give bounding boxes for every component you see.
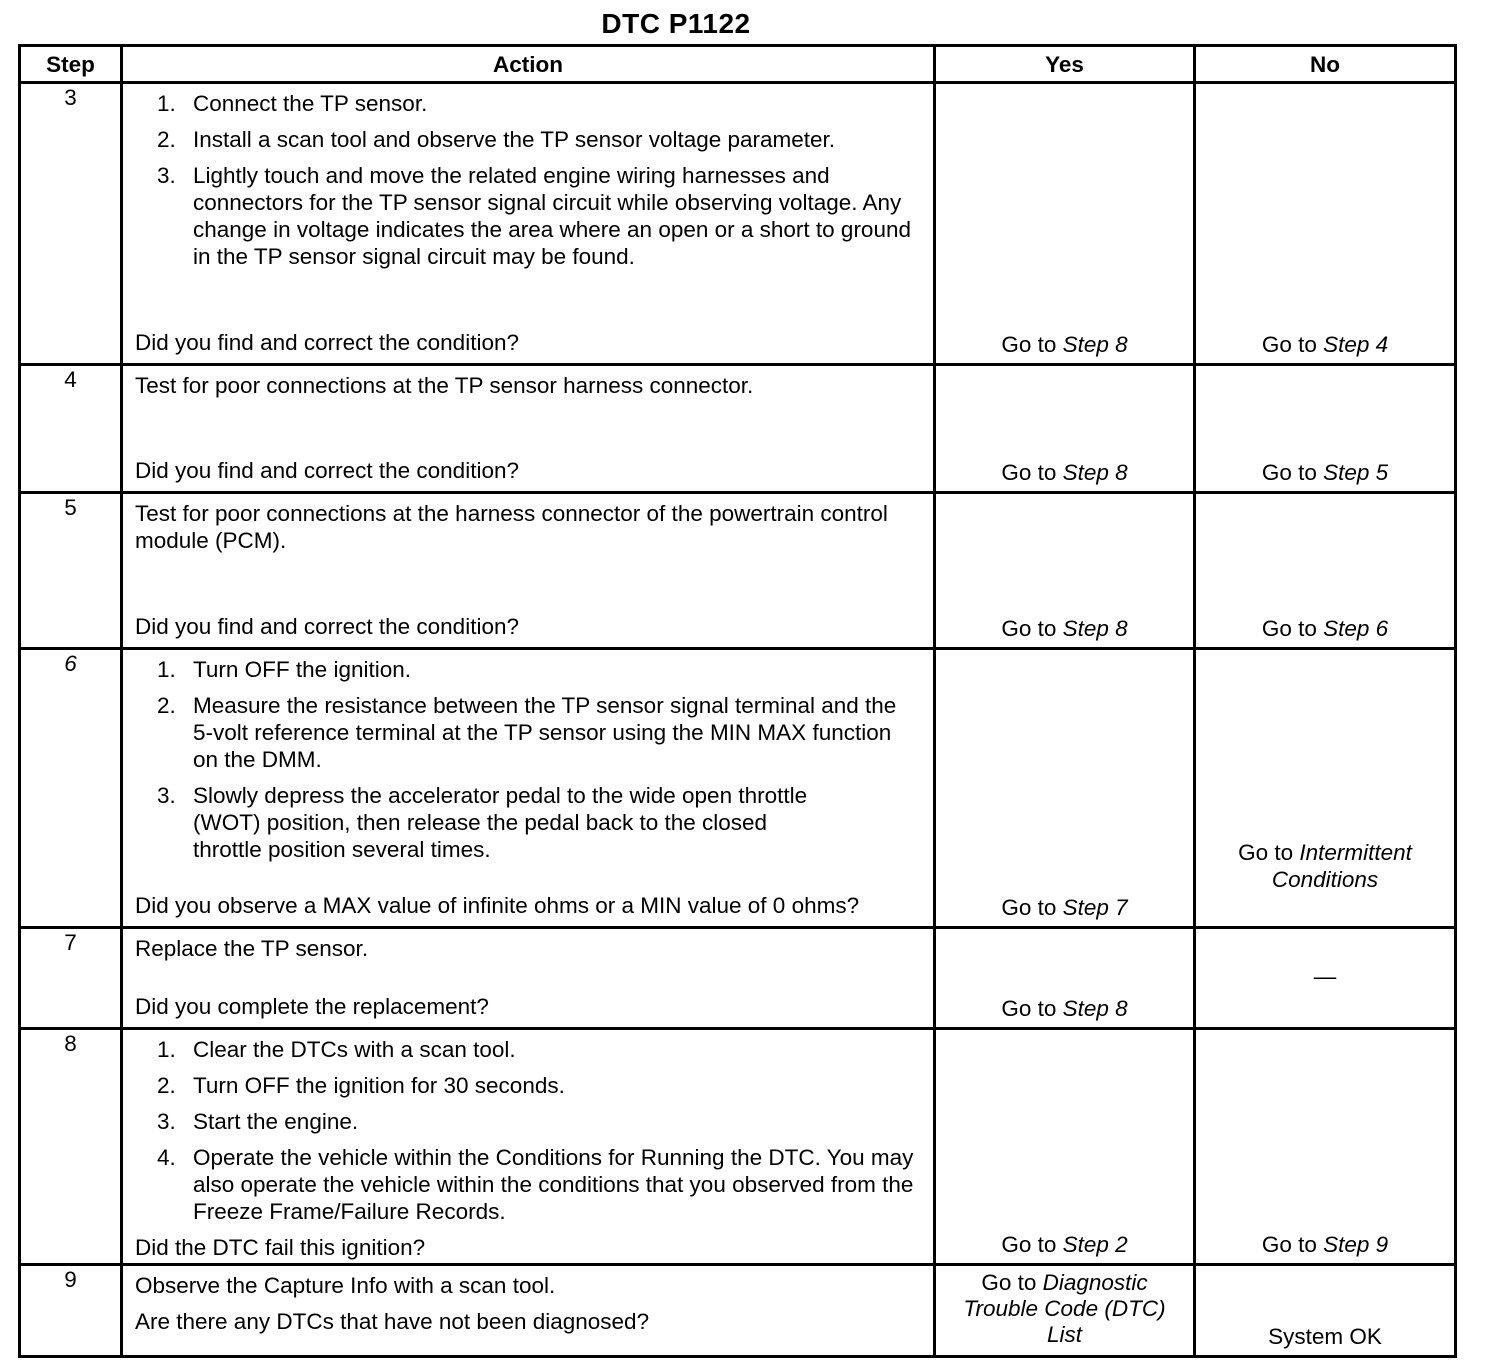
action-cell: [122, 649, 935, 928]
action-cell: [122, 928, 935, 1029]
question-text: Are there any DTCs that have not been diagnosed?: [135, 1309, 650, 1334]
list-item: 2. Install a scan tool and observe the TP sensor voltage parameter.: [157, 127, 836, 152]
no-cell: [1195, 493, 1456, 649]
yes-cell: [935, 928, 1195, 1029]
yes-outcome[interactable]: Go to Step 8: [1001, 996, 1128, 1021]
yes-outcome[interactable]: Go to Step 8: [1001, 616, 1128, 641]
action-cell: [122, 1029, 935, 1265]
table-row: [20, 83, 1456, 365]
question-text: Did you find and correct the condition?: [135, 614, 519, 639]
table-row: [20, 649, 1456, 928]
list-item: 3. Slowly depress the accelerator pedal to the wide open throttle (WOT) position, then release the pedal back to the closed throttle position several times.: [157, 783, 808, 862]
action-text: Observe the Capture Info with a scan tool.: [135, 1273, 556, 1298]
list-item: 1. Clear the DTCs with a scan tool.: [157, 1037, 516, 1062]
step-number: 6: [20, 649, 122, 928]
question-text: Did you observe a MAX value of infinite ohms or a MIN value of 0 ohms?: [135, 893, 860, 918]
yes-cell: [935, 493, 1195, 649]
action-text: Replace the TP sensor.: [135, 936, 369, 961]
question-text: Did the DTC fail this ignition?: [135, 1235, 426, 1260]
table-row: [20, 1029, 1456, 1265]
yes-outcome[interactable]: Go to Step 2: [1001, 1232, 1128, 1257]
list-item: 3. Start the engine.: [157, 1109, 359, 1134]
question-text: Did you find and correct the condition?: [135, 330, 519, 355]
table-row: [20, 365, 1456, 493]
yes-cell: [935, 1265, 1195, 1357]
question-text: Did you find and correct the condition?: [135, 458, 519, 483]
action-cell: [122, 1265, 935, 1357]
step-number: 7: [20, 928, 122, 1029]
list-item: 2. Measure the resistance between the TP sensor signal terminal and the 5-volt reference terminal at the TP sensor using the MIN MAX function on the DMM.: [157, 693, 897, 772]
header-step: Step: [20, 46, 122, 83]
yes-cell: [935, 649, 1195, 928]
yes-cell: [935, 365, 1195, 493]
step-number: 5: [20, 493, 122, 649]
yes-outcome[interactable]: Go to Step 8: [1001, 460, 1128, 485]
yes-outcome[interactable]: Go to Diagnostic Trouble Code (DTC) List: [963, 1270, 1166, 1347]
table-row: [20, 493, 1456, 649]
no-outcome-none: —: [1313, 964, 1337, 989]
list-item: 1. Turn OFF the ignition.: [157, 657, 412, 682]
no-outcome[interactable]: Go to Intermittent Conditions: [1238, 840, 1412, 892]
action-list: [135, 656, 921, 872]
action-cell: [122, 493, 935, 649]
diagnostic-table: [18, 44, 1457, 1358]
step-number: 4: [20, 365, 122, 493]
list-item: 4. Operate the vehicle within the Conditions for Running the DTC. You may also operate the vehicle within the conditions that you observed from the Freeze Frame/Failure Records.: [157, 1145, 914, 1224]
action-text: Test for poor connections at the harness connector of the powertrain control module (PCM).: [135, 501, 888, 553]
no-cell: [1195, 1265, 1456, 1357]
page-title: DTC P1122: [601, 8, 751, 39]
no-outcome[interactable]: Go to Step 6: [1261, 616, 1389, 641]
no-cell: [1195, 1029, 1456, 1265]
yes-outcome[interactable]: Go to Step 7: [1001, 895, 1128, 920]
no-outcome[interactable]: Go to Step 5: [1261, 460, 1389, 485]
step-number: 8: [20, 1029, 122, 1265]
table-row: [20, 1265, 1456, 1357]
action-text: Test for poor connections at the TP sensor harness connector.: [135, 373, 754, 398]
list-item: 1. Connect the TP sensor.: [157, 91, 428, 116]
no-outcome: System OK: [1268, 1324, 1382, 1349]
no-outcome[interactable]: Go to Step 9: [1261, 1232, 1389, 1257]
list-item: 3. Lightly touch and move the related engine wiring harnesses and connectors for the TP sensor signal circuit while observing voltage. Any change in voltage indicates the area where an open or a short to ground in the TP sensor signal circuit may be found.: [157, 163, 911, 269]
no-cell: [1195, 365, 1456, 493]
header-action: Action: [122, 46, 935, 83]
header-yes: Yes: [935, 46, 1195, 83]
step-number: 9: [20, 1265, 122, 1357]
action-cell: [122, 83, 935, 365]
no-cell: [1195, 83, 1456, 365]
step-number: 3: [20, 83, 122, 365]
table-row: [20, 928, 1456, 1029]
yes-outcome[interactable]: Go to Step 8: [1001, 332, 1128, 357]
action-cell: [122, 365, 935, 493]
action-list: [135, 90, 921, 279]
no-cell: [1195, 928, 1456, 1029]
header-row: [20, 46, 1456, 83]
list-item: 2. Turn OFF the ignition for 30 seconds.: [157, 1073, 565, 1098]
no-outcome[interactable]: Go to Step 4: [1261, 332, 1389, 357]
yes-cell: [935, 83, 1195, 365]
question-text: Did you complete the replacement?: [135, 994, 489, 1019]
yes-cell: [935, 1029, 1195, 1265]
header-no: No: [1195, 46, 1456, 83]
action-list: [135, 1036, 921, 1234]
no-cell: [1195, 649, 1456, 928]
